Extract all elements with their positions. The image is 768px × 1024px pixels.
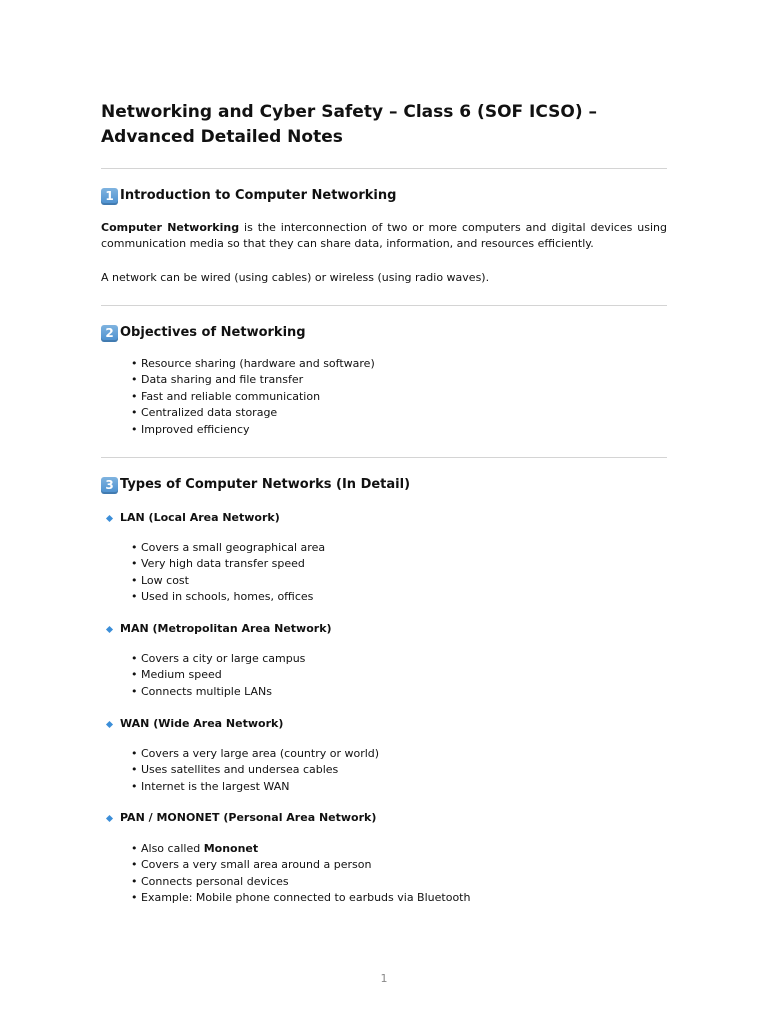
section-heading-1: [101, 187, 667, 205]
section-heading-3: [101, 476, 667, 494]
network-heading-wan: [101, 716, 667, 732]
paragraph: A network can be wired (using cables) or wireless (using radio waves).: [101, 271, 490, 284]
keycap-number-icon: 3: [101, 477, 118, 494]
section-title: Objectives of Networking: [120, 325, 306, 340]
list-item: • Very high data transfer speed: [131, 556, 667, 572]
network-heading-lan: [101, 510, 667, 526]
list-item: • Connects personal devices: [131, 874, 667, 890]
divider: [101, 168, 667, 169]
list-item: • Covers a very large area (country or world): [131, 746, 667, 762]
list-item: • Uses satellites and undersea cables: [131, 762, 667, 778]
section-heading-2: [101, 324, 667, 342]
list-item: • Covers a small geographical area: [131, 540, 667, 556]
list-item: • Centralized data storage: [131, 405, 667, 421]
term: Mononet: [203, 842, 259, 855]
term: Computer Networking: [101, 221, 240, 234]
list-item: • Used in schools, homes, offices: [131, 589, 667, 605]
list-item: • Data sharing and file transfer: [131, 372, 667, 388]
pan-list: [101, 841, 667, 907]
divider: [101, 457, 667, 458]
list-item: • Fast and reliable communication: [131, 389, 667, 405]
document-title: Networking and Cyber Safety – Class 6 (SOF ICSO) – Advanced Detailed Notes: [101, 102, 598, 147]
lan-list: [101, 540, 667, 606]
keycap-number-icon: 2: [101, 325, 118, 342]
list-item: • Internet is the largest WAN: [131, 779, 667, 795]
network-heading-man: [101, 621, 667, 637]
list-item: • Low cost: [131, 573, 667, 589]
list-item: • Covers a city or large campus: [131, 651, 667, 667]
paragraph-text: is the interconnection of two or more computers and digital devices using communication media so that they can share data, information, and resources efficiently.: [101, 221, 667, 250]
list-item: • Medium speed: [131, 667, 667, 683]
network-name: PAN / MONONET (Personal Area Network): [120, 811, 377, 824]
section-title: Types of Computer Networks (In Detail): [120, 477, 411, 492]
list-item-prefix: Also called: [141, 842, 204, 855]
man-list: [101, 651, 667, 700]
network-name: LAN (Local Area Network): [120, 511, 280, 524]
network-name: MAN (Metropolitan Area Network): [120, 622, 332, 635]
wan-list: [101, 746, 667, 795]
list-item: • Example: Mobile phone connected to earbuds via Bluetooth: [131, 890, 667, 906]
list-item: • Connects multiple LANs: [131, 684, 667, 700]
objectives-list: [101, 356, 667, 438]
network-heading-pan: [101, 810, 667, 826]
list-item: • Improved efficiency: [131, 422, 667, 438]
divider: [101, 305, 667, 306]
small-blue-diamond-icon: [106, 814, 113, 821]
small-blue-diamond-icon: [106, 720, 113, 727]
network-name: WAN (Wide Area Network): [120, 717, 284, 730]
list-item: • Resource sharing (hardware and software): [131, 356, 667, 372]
list-item: [131, 841, 667, 857]
paragraph: [101, 220, 667, 252]
section-title: Introduction to Computer Networking: [120, 188, 397, 203]
list-item: • Covers a very small area around a person: [131, 857, 667, 873]
page-number: 1: [380, 972, 388, 985]
small-blue-diamond-icon: [106, 514, 113, 521]
small-blue-diamond-icon: [106, 625, 113, 632]
keycap-number-icon: 1: [101, 188, 118, 205]
